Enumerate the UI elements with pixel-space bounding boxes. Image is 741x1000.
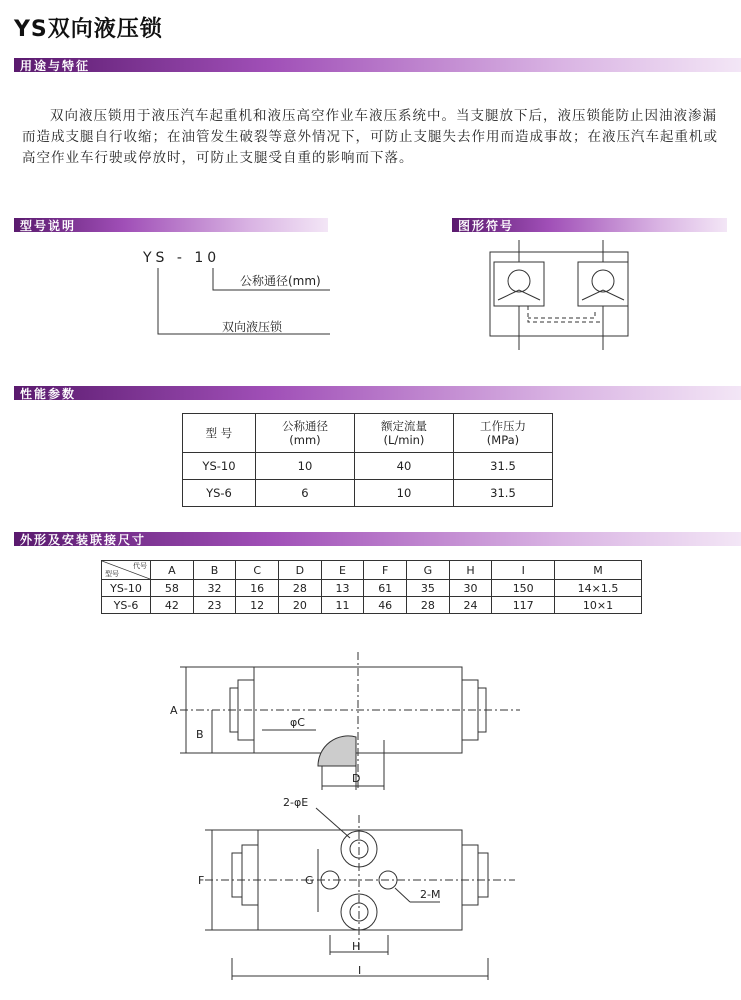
hydraulic-symbol <box>490 240 628 350</box>
dim-label-c: φC <box>290 716 305 729</box>
table-row <box>183 480 553 507</box>
section-bar-usage <box>14 58 741 72</box>
table-cell: 16 <box>236 580 279 597</box>
table-cell: 31.5 <box>453 453 552 480</box>
table-cell: YS-6 <box>183 480 256 507</box>
dim-corner-cell <box>102 561 151 580</box>
table-row <box>102 597 642 614</box>
table-cell: 14×1.5 <box>555 580 642 597</box>
dim-label-g: G <box>305 874 314 887</box>
dim-label-h: H <box>352 940 361 953</box>
perf-header-flow: 额定流量 (L/min) <box>354 414 453 453</box>
section-bar-performance <box>14 386 741 400</box>
dimension-table <box>101 560 642 614</box>
dim-header: I <box>492 561 555 580</box>
table-cell: 150 <box>492 580 555 597</box>
page-title: YS双向液压锁 <box>14 17 163 42</box>
dim-label-f: F <box>198 874 205 887</box>
section-title-symbol: 图形符号 <box>458 219 515 233</box>
section-title-performance: 性能参数 <box>20 387 77 401</box>
perf-header-diameter: 公称通径 (mm) <box>255 414 354 453</box>
valve-front-view <box>205 808 515 980</box>
section-title-dimensions: 外形及安装联接尺寸 <box>20 533 147 547</box>
dim-label-b: B <box>196 728 204 741</box>
dim-header: F <box>364 561 407 580</box>
model-label-name: 双向液压锁 <box>222 320 283 334</box>
table-cell: 23 <box>193 597 236 614</box>
dim-label-a: A <box>170 704 178 717</box>
table-cell: YS-10 <box>183 453 256 480</box>
section-title-model: 型号说明 <box>20 219 77 233</box>
table-cell: 117 <box>492 597 555 614</box>
dim-header: G <box>407 561 450 580</box>
dim-header: A <box>151 561 194 580</box>
section-bar-symbol <box>452 218 727 232</box>
dimension-header-row <box>102 561 642 580</box>
table-cell: 10×1 <box>555 597 642 614</box>
table-cell: 32 <box>193 580 236 597</box>
dim-header: E <box>321 561 364 580</box>
section-bar-model <box>14 218 328 232</box>
corner-bottom-label: 型号 <box>105 570 119 578</box>
dim-label-i: I <box>358 964 362 977</box>
dim-label-d: D <box>352 772 361 785</box>
dim-header: M <box>555 561 642 580</box>
corner-top-label: 代号 <box>133 562 147 570</box>
dim-header: H <box>449 561 492 580</box>
table-cell: 12 <box>236 597 279 614</box>
table-cell: YS-6 <box>102 597 151 614</box>
table-cell: YS-10 <box>102 580 151 597</box>
performance-header-row <box>183 414 553 453</box>
table-cell: 42 <box>151 597 194 614</box>
table-cell: 61 <box>364 580 407 597</box>
dim-header: D <box>279 561 322 580</box>
dim-label-e: 2-φE <box>283 796 309 809</box>
valve-top-view <box>180 652 520 790</box>
table-cell: 58 <box>151 580 194 597</box>
section-bar-dimensions <box>14 532 741 546</box>
dim-header: C <box>236 561 279 580</box>
section-title-usage: 用途与特征 <box>20 59 91 73</box>
model-label-diameter: 公称通径(mm) <box>240 274 321 288</box>
table-cell: 40 <box>354 453 453 480</box>
table-row <box>102 580 642 597</box>
table-cell: 10 <box>255 453 354 480</box>
table-cell: 10 <box>354 480 453 507</box>
table-cell: 6 <box>255 480 354 507</box>
table-cell: 35 <box>407 580 450 597</box>
table-cell: 11 <box>321 597 364 614</box>
description <box>22 106 722 169</box>
table-cell: 28 <box>407 597 450 614</box>
table-cell: 30 <box>449 580 492 597</box>
performance-table <box>182 413 553 507</box>
description-text: 双向液压锁用于液压汽车起重机和液压高空作业车液压系统中。当支腿放下后，液压锁能防止因油液渗漏而造成支腿自行收缩；在油管发生破裂等意外情况下，可防止支腿失去作用而造成事故；在液压汽车起重机或高空作业车行驶或停放时，可防止支腿受自重的影响而下落。 <box>22 108 718 166</box>
table-cell: 24 <box>449 597 492 614</box>
table-cell: 20 <box>279 597 322 614</box>
dim-label-m: 2-M <box>420 888 441 901</box>
table-cell: 31.5 <box>453 480 552 507</box>
table-row <box>183 453 553 480</box>
perf-header-pressure: 工作压力 (MPa) <box>453 414 552 453</box>
dim-header: B <box>193 561 236 580</box>
model-code: YS - 10 <box>143 250 221 266</box>
table-cell: 13 <box>321 580 364 597</box>
table-cell: 28 <box>279 580 322 597</box>
table-cell: 46 <box>364 597 407 614</box>
perf-header-model: 型 号 <box>183 414 256 453</box>
